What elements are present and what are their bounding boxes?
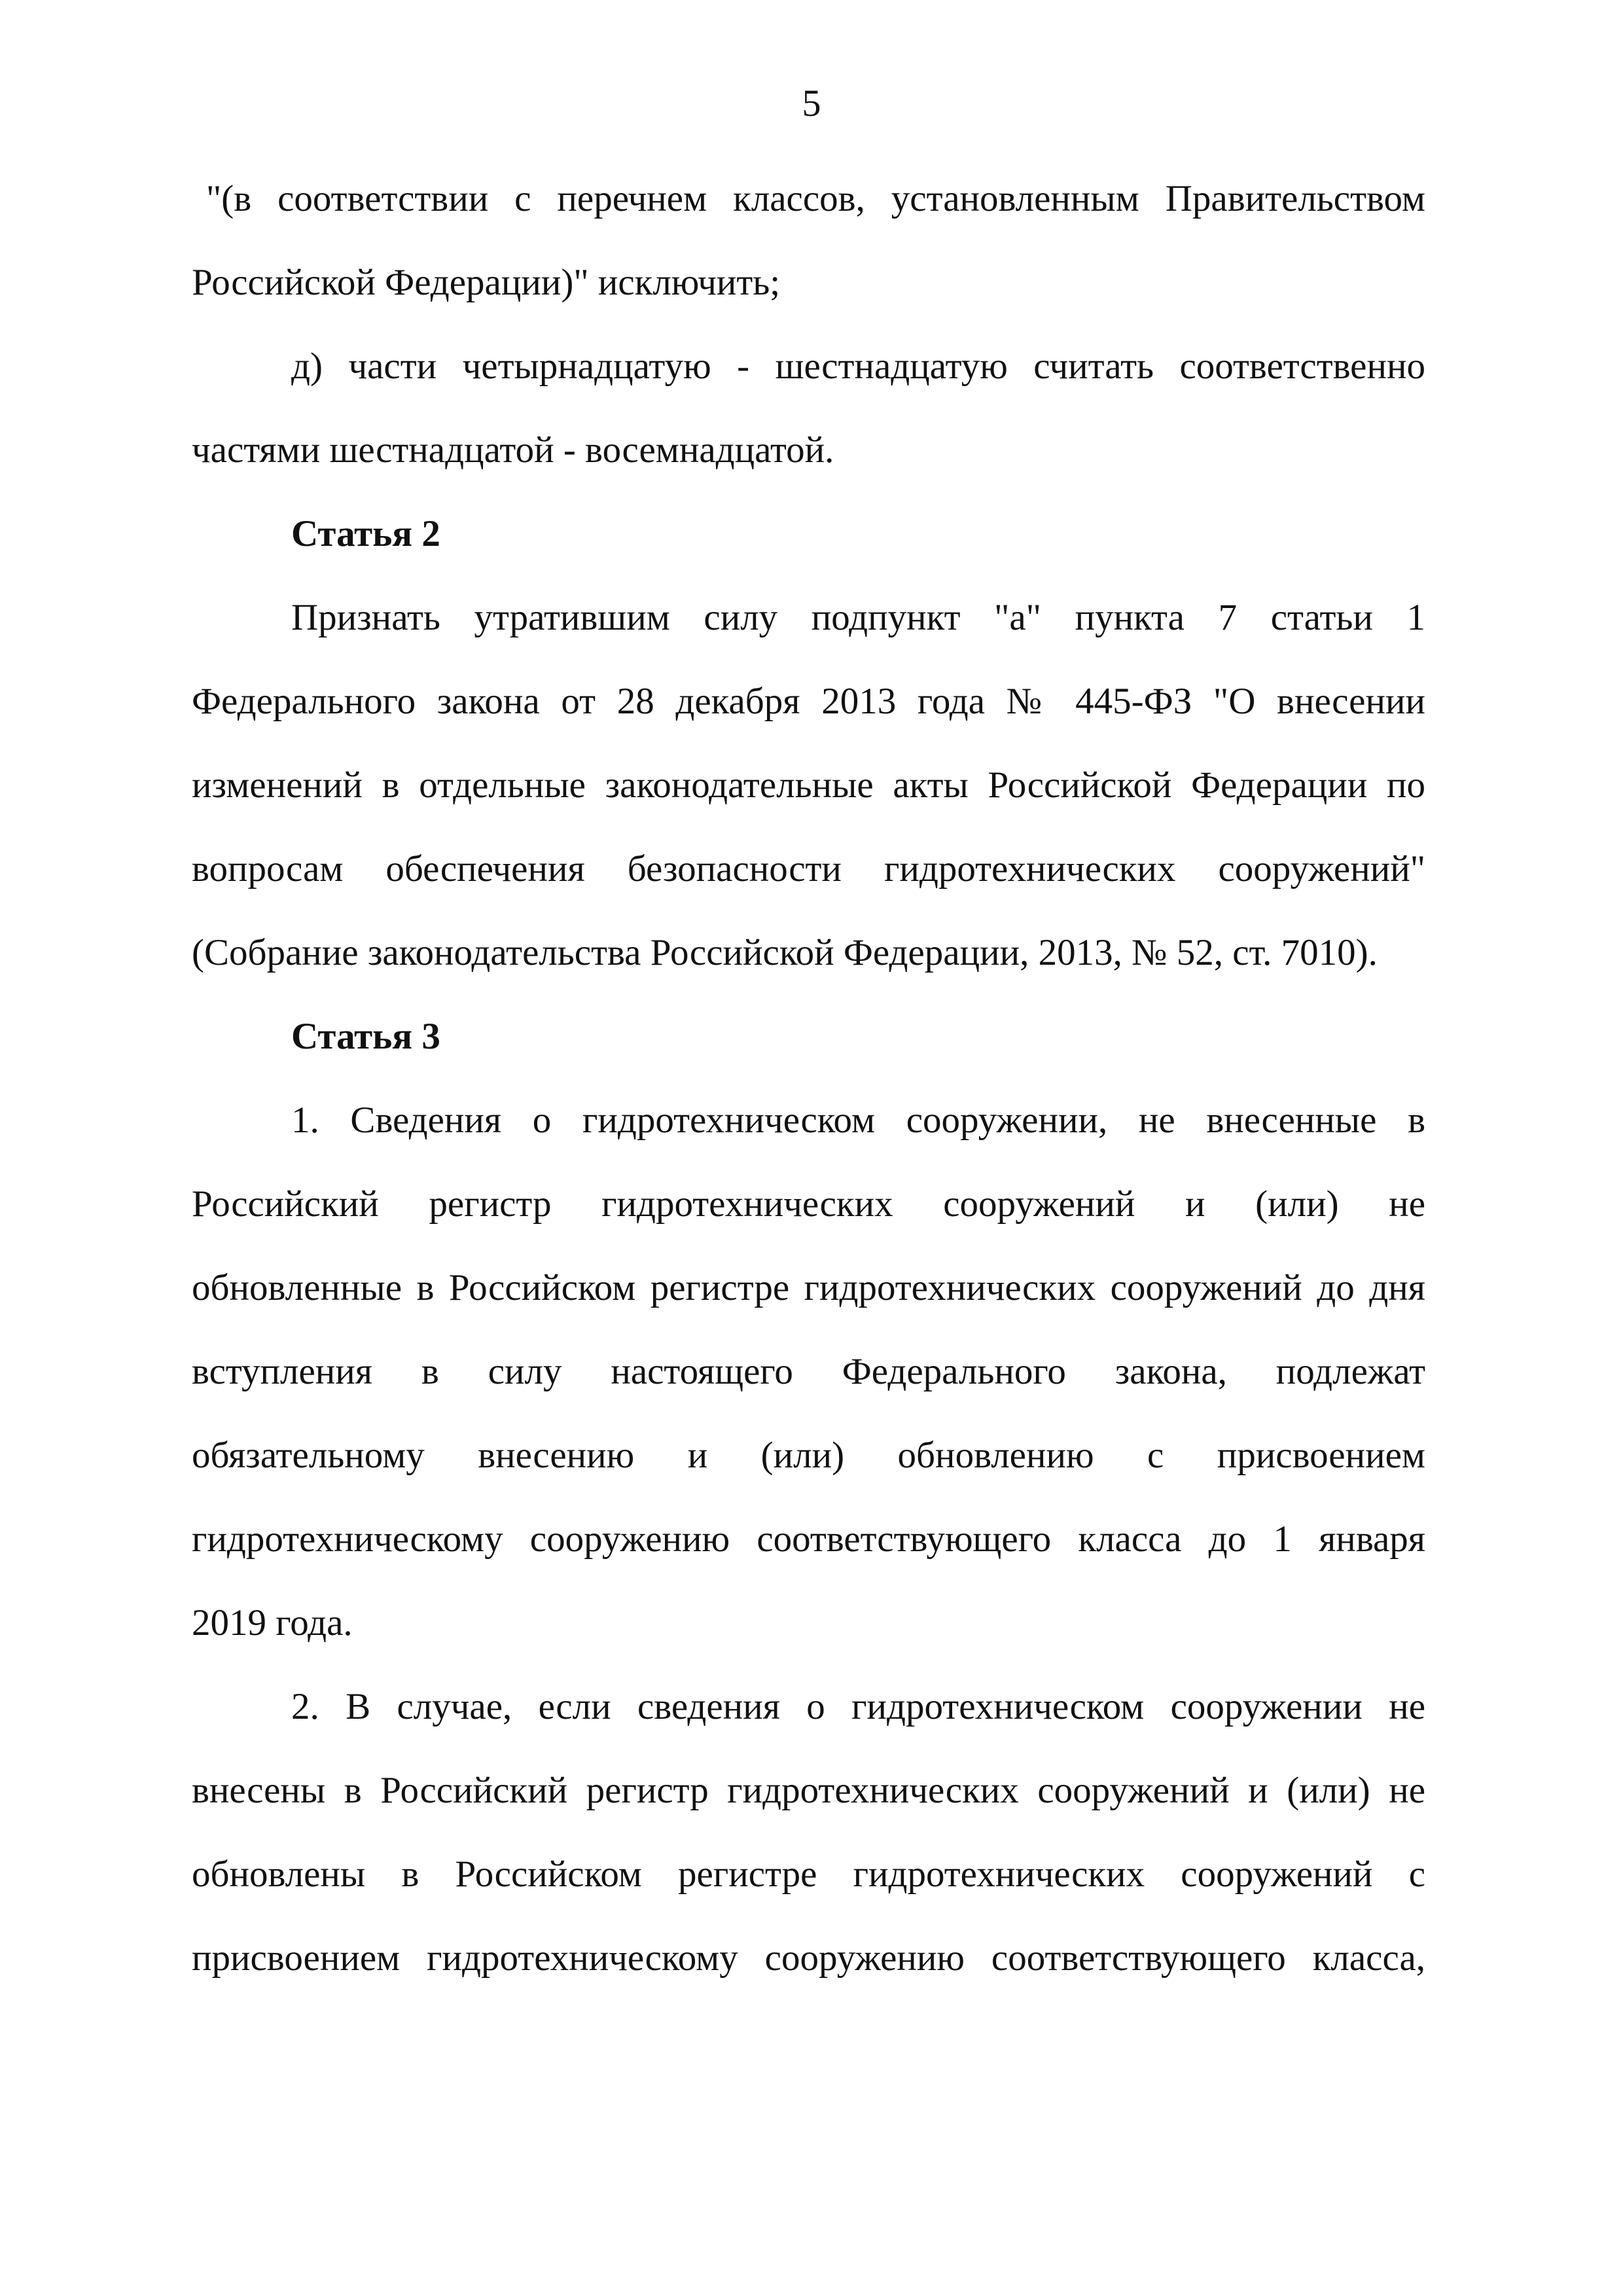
text-line: внесены в Российский регистр гидротехнических сооружений и (или) не [192, 1770, 1425, 1811]
article-3-paragraph-2 [192, 1665, 1425, 2000]
text-line: 2019 года. [192, 1602, 353, 1643]
text-line: Федерального закона от 28 декабря 2013 года № 445-ФЗ "О внесении [192, 681, 1425, 722]
text-line: 2. В случае, если сведения о гидротехническом сооружении не [291, 1686, 1425, 1727]
article-3-paragraph-1 [192, 1079, 1425, 1665]
text-line: Российской Федерации)" исключить; [192, 262, 781, 303]
article-2-heading: Статья 2 [291, 513, 440, 554]
text-line: обновлены в Российском регистре гидротехнических сооружений с [192, 1854, 1425, 1895]
text-line: (Собрание законодательства Российской Федерации, 2013, № 52, ст. 7010). [192, 932, 1378, 973]
paragraph-item-d [192, 325, 1425, 492]
text-line: "(в соответствии с перечнем классов, установленным Правительством [206, 178, 1425, 219]
text-line: Российский регистр гидротехнических сооружений и (или) не [192, 1183, 1425, 1225]
text-line: обязательному внесению и (или) обновлению с присвоением [192, 1435, 1425, 1476]
paragraph-exclusion [192, 157, 1425, 325]
document-body [192, 157, 1425, 2000]
text-line: Признать утратившим силу подпункт "а" пункта 7 статьи 1 [291, 597, 1425, 638]
text-line: изменений в отдельные законодательные акты Российской Федерации по [192, 764, 1425, 806]
article-3-heading: Статья 3 [291, 1016, 440, 1057]
text-line: д) части четырнадцатую - шестнадцатую считать соответственно [291, 346, 1425, 387]
page-number: 5 [802, 82, 821, 124]
text-line: гидротехническому сооружению соответствующего класса до 1 января [192, 1518, 1425, 1560]
text-line: вопросам обеспечения безопасности гидротехнических сооружений" [192, 848, 1425, 889]
text-line: 1. Сведения о гидротехническом сооружении, не внесенные в [291, 1100, 1425, 1141]
article-2-paragraph [192, 576, 1425, 995]
text-line: частями шестнадцатой - восемнадцатой. [192, 429, 834, 471]
text-line: обновленные в Российском регистре гидротехнических сооружений до дня [192, 1267, 1425, 1308]
text-line: присвоением гидротехническому сооружению соответствующего класса, [192, 1937, 1425, 1979]
text-line: вступления в силу настоящего Федерального закона, подлежат [192, 1351, 1425, 1392]
